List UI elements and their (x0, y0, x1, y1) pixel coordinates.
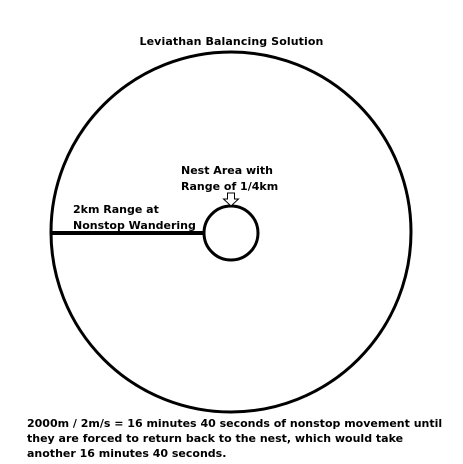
nest-circle (204, 206, 258, 260)
diagram-title: Leviathan Balancing Solution (139, 35, 324, 48)
explanation-caption (27, 416, 457, 461)
caption-line: 2000m / 2m/s = 16 minutes 40 seconds of nonstop movement until (27, 417, 443, 430)
nest-area-label: Nest Area with Range of 1/4km (181, 164, 279, 193)
wander-range-label: 2km Range at Nonstop Wandering (73, 203, 196, 232)
caption-line: they are forced to return back to the nest, which would take (27, 432, 404, 445)
caption-line: another 16 minutes 40 seconds. (27, 447, 227, 460)
